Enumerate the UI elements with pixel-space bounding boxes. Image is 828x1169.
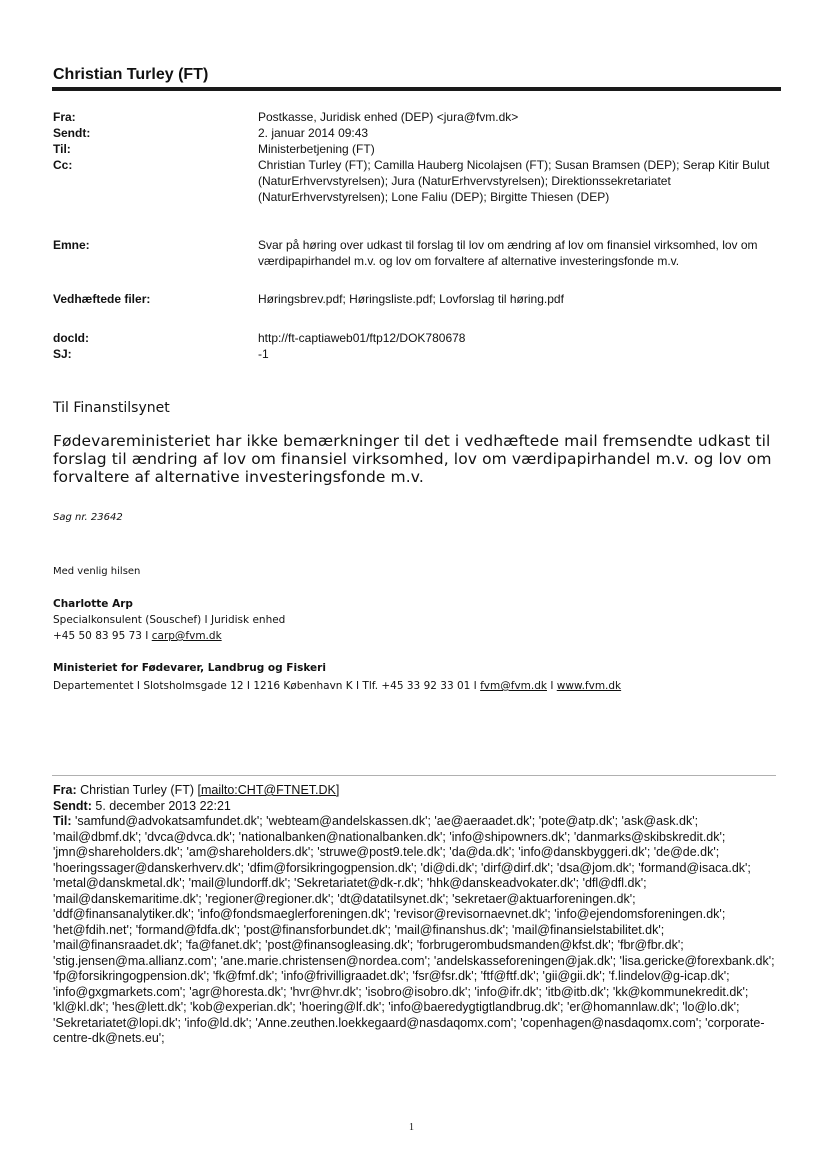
cc-value: Christian Turley (FT); Camilla Hauberg Nicolajsen (FT); Susan Bramsen (DEP); Serap Kitir Bulut (NaturErhvervstyrelsen); Jura (NaturErhvervstyrelsen); Direktionssekretariatet (NaturErhvervstyrelsen); Lone Faliu (DEP); Birgitte Thiesen (DEP) [258, 158, 770, 204]
docid-label: docId: [53, 331, 89, 345]
forwarded-from-value: Christian Turley (FT) [76, 783, 198, 797]
to-label: Til: [53, 142, 71, 156]
sent-value: 2. januar 2014 09:43 [258, 126, 369, 140]
signature-address-line [53, 680, 621, 692]
body-text: Fødevareministeriet har ikke bemærkninger til det i vedhæftede mail fremsendte udkast til forslag til ændring af lov om finansiel virksomhed, lov om værdipapirhandel m.v. og lov om forvaltere af alternative investeringsfonde m.v. [53, 432, 772, 486]
forwarded-sent-value: 5. december 2013 22:21 [91, 798, 231, 813]
header-divider [52, 87, 781, 91]
signature-ministry: Ministeriet for Fødevarer, Landbrug og Fiskeri [53, 662, 326, 674]
forwarded-to-label: Til: [53, 814, 72, 828]
ministry-website-link[interactable]: www.fvm.dk [556, 680, 622, 692]
signature-address: Departementet I Slotsholmsgade 12 I 1216 København K I Tlf. +45 33 92 33 01 I [53, 680, 481, 692]
subject-value: Svar på høring over udkast til forslag til lov om ændring af lov om finansiel virksomhed, lov om værdipapirhandel m.v. og lov om forvaltere af alternative investeringsfonde m.v. [258, 238, 758, 268]
case-number: Sag nr. 23642 [53, 512, 123, 523]
forwarded-sent-line [53, 799, 779, 815]
sj-value: -1 [258, 347, 269, 361]
docid-value: http://ft-captiaweb01/ftp12/DOK780678 [258, 331, 466, 345]
forwarded-from-line [53, 783, 779, 799]
from-label: Fra: [53, 110, 76, 124]
from-value: Postkasse, Juridisk enhed (DEP) <jura@fvm.dk> [258, 110, 519, 124]
ministry-email-link[interactable]: fvm@fvm.dk [480, 680, 547, 692]
to-value: Ministerbetjening (FT) [258, 142, 375, 156]
signature-phone-line [53, 630, 222, 642]
sj-label: SJ: [53, 347, 72, 361]
forwarded-from-label: Fra: [53, 783, 77, 797]
signature-phone: +45 50 83 95 73 I [53, 630, 152, 642]
forwarded-to-line [53, 814, 779, 1047]
signature-email-link[interactable]: carp@fvm.dk [151, 630, 222, 642]
page-title: Christian Turley (FT) [53, 66, 209, 83]
cc-label: Cc: [53, 158, 73, 172]
closing: Med venlig hilsen [53, 566, 141, 577]
forwarded-message [53, 783, 779, 1047]
greeting: Til Finanstilsynet [53, 400, 170, 416]
signature-name: Charlotte Arp [53, 598, 133, 610]
attachments-value: Høringsbrev.pdf; Høringsliste.pdf; Lovforslag til høring.pdf [258, 292, 564, 306]
page-number: 1 [409, 1122, 414, 1133]
forwarded-sent-label: Sendt: [53, 798, 92, 813]
sent-label: Sendt: [53, 126, 91, 140]
forwarded-to-value: 'samfund@advokatsamfundet.dk'; 'webteam@andelskassen.dk'; 'ae@aeraadet.dk'; 'pote@atp.dk'; 'ask@ask.dk'; 'mail@dbmf.dk'; 'dvca@dvca.dk'; 'nationalbanken@nationalbanken.dk'; 'info@shipowners.dk'; 'danmarks@skibskredit.dk'; 'jmn@shareholders.dk'; 'am@shareholders.dk'; 'struwe@post9.tele.dk'; 'da@da.dk'; 'info@danskbyggeri.dk'; 'de@de.dk'; 'hoeringssager@danskerhverv.dk'; 'dfim@forsikringogpension.dk'; 'di@di.dk'; 'dirf@dirf.dk'; 'dsa@jom.dk'; 'formand@isaca.dk'; 'metal@danskmetal.dk'; 'mail@lundorff.dk'; 'Sekretariatet@dk-r.dk'; 'hhk@danskeadvokater.dk'; 'dfl@dfl.dk'; 'mail@danskemaritime.dk'; 'regioner@regioner.dk'; 'dt@datatilsynet.dk'; 'sekretaer@aktuarforeningen.dk'; 'ddf@finansanalytiker.dk'; 'info@fondsmaeglerforeningen.dk'; 'revisor@revisornaevnet.dk'; 'info@ejendomsforeningen.dk'; 'het@fdih.net'; 'formand@fdfa.dk'; 'post@finansforbundet.dk'; 'mail@finanshus.dk'; 'mail@finansielstabilitet.dk'; 'mail@finansraadet.dk'; 'fa@fanet.dk'; 'post@finansogleasing.dk'; 'forbrugerombudsmanden@kfst.dk'; 'fbr@fbr.dk'; 'stig.jensen@ma.allianz.com'; 'ane.marie.christensen@nordea.com'; 'andelskasseforeningen@jak.dk'; 'lisa.gericke@forexbank.dk'; 'fp@forsikringogpension.dk'; 'fk@fmf.dk'; 'info@frivilligraadet.dk'; 'fsr@fsr.dk'; 'ftf@ftf.dk'; 'gii@gii.dk'; 'f.lindelov@g-icap.dk'; 'info@gxgmarkets.com'; 'agr@horesta.dk'; 'hvr@hvr.dk'; 'isobro@isobro.dk'; 'info@ifr.dk'; 'itb@itb.dk'; 'kk@kommunekredit.dk'; 'kl@kl.dk'; 'hes@lett.dk'; 'kob@experian.dk'; 'hoering@lf.dk'; 'info@baeredygtigtlandbrug.dk'; 'er@homannlaw.dk'; 'lo@lo.dk'; 'Sekretariatet@lopi.dk'; 'info@ld.dk'; 'Anne.zeuthen.loekkegaard@nasdaqomx.com'; 'copenhagen@nasdaqomx.com'; 'corporate-centre-dk@nets.eu'; [53, 814, 775, 1045]
attachments-label: Vedhæftede filer: [53, 292, 151, 306]
forwarded-mailto-link[interactable]: [mailto:CHT@FTNET.DK] [197, 783, 340, 797]
forwarded-divider [52, 775, 776, 776]
signature-title: Specialkonsulent (Souschef) I Juridisk enhed [53, 614, 286, 626]
signature-separator: I [546, 680, 557, 692]
subject-label: Emne: [53, 238, 90, 252]
